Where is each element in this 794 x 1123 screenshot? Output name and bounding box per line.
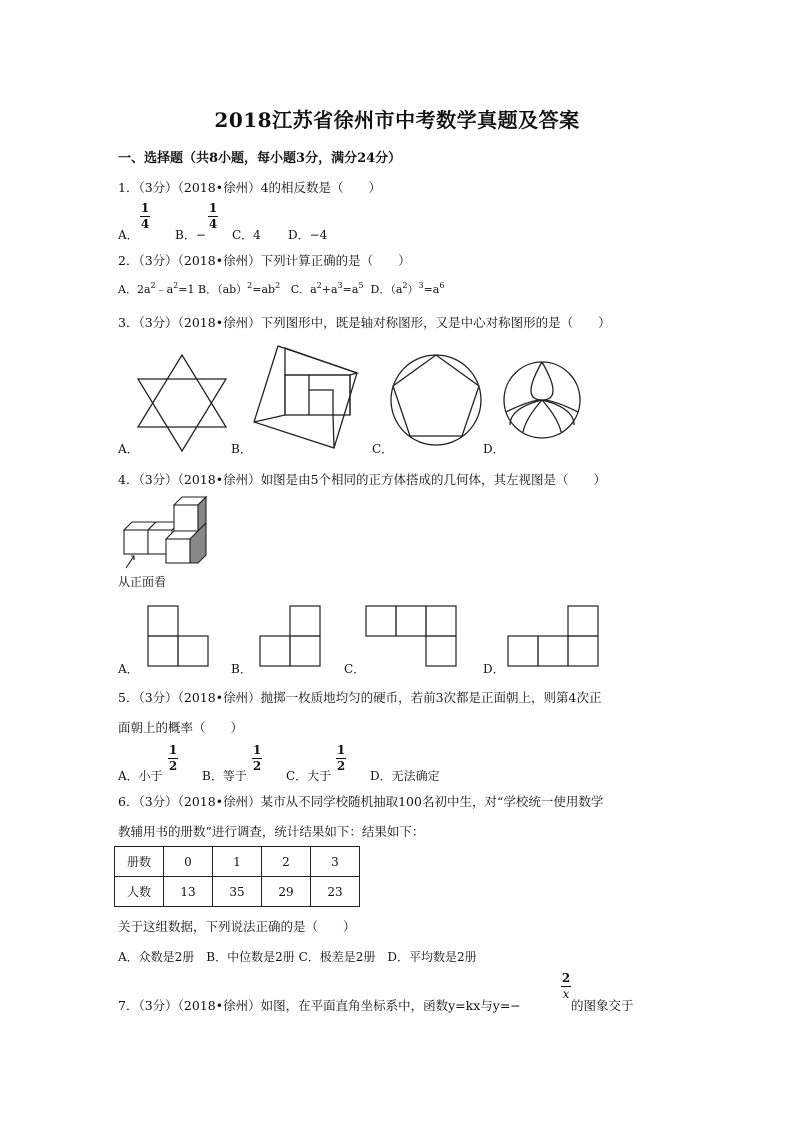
q3-stem: 3．（3分）（2018•徐州）下列图形中，既是轴对称图形，又是中心对称图形的是（ ） bbox=[118, 315, 611, 330]
q6-options: A．众数是2册 B．中位数是2册 C．极差是2册 D．平均数是2册 bbox=[118, 950, 477, 964]
fraction-numerator: 1 bbox=[208, 201, 218, 215]
q1-stem: 1．（3分）（2018•徐州）4的相反数是（ ） bbox=[118, 180, 382, 195]
q4-label-a: A． bbox=[118, 662, 139, 676]
q1-option-b: B．− bbox=[175, 228, 206, 242]
fraction-denominator: 4 bbox=[208, 217, 218, 231]
q3-label-c: C． bbox=[372, 442, 394, 456]
q1-option-d: D．−4 bbox=[288, 228, 328, 242]
q7-after: 的图象交于 bbox=[571, 998, 634, 1013]
table-cell: 0 bbox=[164, 847, 213, 877]
table-cell: 人数 bbox=[115, 877, 164, 907]
q3-label-b: B． bbox=[231, 442, 252, 456]
q4-label-d: D． bbox=[483, 662, 505, 676]
q4-stem: 4．（3分）（2018•徐州）如图是由5个相同的正方体搭成的几何体，其左视图是（ ） bbox=[118, 472, 607, 487]
q4-label-b: B． bbox=[231, 662, 252, 676]
q6-line2: 教辅用书的册数”进行调查，统计结果如下：结果如下： bbox=[118, 824, 425, 839]
q5-line1: 5．（3分）（2018•徐州）抛掷一枚质地均匀的硬币，若前3次都是正面朝上，则第4次正 bbox=[118, 690, 602, 705]
q5-fraction-c: 1 2 bbox=[336, 743, 346, 773]
q5-option-c: C．大于 bbox=[286, 769, 332, 783]
page-title: 2018江苏省徐州市中考数学真题及答案 bbox=[214, 108, 580, 132]
q5-option-a: A．小于 bbox=[118, 769, 163, 783]
q3-label-a: A． bbox=[118, 442, 139, 456]
table-cell: 1 bbox=[213, 847, 262, 877]
table-row bbox=[115, 847, 360, 877]
table-row bbox=[115, 877, 360, 907]
table-cell: 13 bbox=[164, 877, 213, 907]
fraction-numerator: 1 bbox=[140, 201, 150, 215]
section-heading: 一、选择题（共8小题，每小题3分，满分24分） bbox=[118, 151, 402, 166]
q5-option-d: D．无法确定 bbox=[370, 769, 440, 783]
table-cell: 2 bbox=[262, 847, 311, 877]
q6-data-table bbox=[114, 846, 360, 907]
q2-stem: 2．（3分）（2018•徐州）下列计算正确的是（ ） bbox=[118, 253, 411, 268]
q6-after: 关于这组数据，下列说法正确的是（ ） bbox=[118, 919, 356, 934]
fraction-denominator: 4 bbox=[140, 217, 150, 231]
q7-before: 7．（3分）（2018•徐州）如图，在平面直角坐标系中，函数y=kx与y=− bbox=[118, 998, 521, 1013]
table-cell: 35 bbox=[213, 877, 262, 907]
q1-option-a: A． bbox=[118, 228, 139, 242]
q6-line1: 6．（3分）（2018•徐州）某市从不同学校随机抽取100名初中生，对“学校统一使用数学 bbox=[118, 794, 604, 809]
q2-options: A．$2a^2﹣a^2=1$ B．$(ab)^2=ab^2$ C．$a^2+a^3=a^5$ D．$(a^2)^3=a^6$ bbox=[118, 281, 445, 296]
q5-fraction-a: 1 2 bbox=[168, 743, 178, 773]
q1-option-c: C．4 bbox=[232, 228, 261, 242]
q7-fraction: 2 x bbox=[561, 971, 571, 1001]
q3-label-d: D． bbox=[483, 442, 505, 456]
q4-caption: 从正面看 bbox=[118, 575, 167, 589]
table-cell: 23 bbox=[311, 877, 360, 907]
q4-label-c: C． bbox=[344, 662, 366, 676]
table-cell: 册数 bbox=[115, 847, 164, 877]
q5-option-b: B．等于 bbox=[202, 769, 247, 783]
q5-fraction-b: 1 2 bbox=[252, 743, 262, 773]
q5-line2: 面朝上的概率（ ） bbox=[118, 720, 244, 735]
table-cell: 3 bbox=[311, 847, 360, 877]
table-cell: 29 bbox=[262, 877, 311, 907]
